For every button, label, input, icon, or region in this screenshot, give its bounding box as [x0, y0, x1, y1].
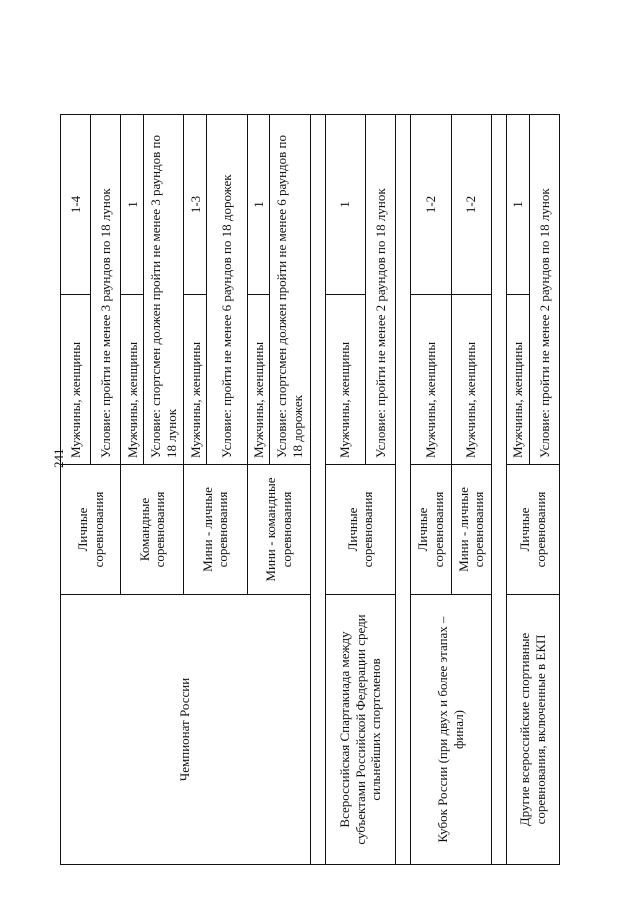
condition-cell: Условие: пройти не менее 2 раундов по 18 лунок	[365, 115, 395, 465]
format-cell: Личные соревнования	[61, 465, 121, 595]
format-cell: Личные соревнования	[411, 465, 451, 595]
places-cell: 1	[121, 115, 144, 295]
gender-cell: Мужчины, женщины	[247, 295, 270, 465]
section-gap	[396, 115, 411, 865]
event-name: Чемпионат России	[61, 595, 311, 865]
gender-cell: Мужчины, женщины	[121, 295, 144, 465]
format-cell: Мини - личные соревнования	[451, 465, 491, 595]
places-cell: 1	[506, 115, 529, 295]
section-gap	[310, 115, 325, 865]
gender-cell: Мужчины, женщины	[325, 295, 365, 465]
places-cell: 1	[325, 115, 365, 295]
ranking-table	[60, 114, 560, 865]
gender-cell: Мужчины, женщины	[184, 295, 207, 465]
places-cell: 1-2	[411, 115, 451, 295]
section-gap	[491, 115, 506, 865]
condition-cell: Условие: пройти не менее 6 раундов по 18 дорожек	[207, 115, 247, 465]
table-row	[506, 115, 529, 865]
table-row	[61, 115, 91, 865]
event-name: Кубок России (при двух и более этапах – финал)	[411, 595, 492, 865]
gender-cell: Мужчины, женщины	[411, 295, 451, 465]
places-cell: 1-4	[61, 115, 91, 295]
format-cell: Личные соревнования	[506, 465, 559, 595]
format-cell: Мини - личные соревнования	[184, 465, 247, 595]
format-cell: Командные соревнования	[121, 465, 184, 595]
condition-cell: Условие: спортсмен должен пройти не менее 3 раундов по 18 лунок	[144, 115, 184, 465]
places-cell: 1-2	[451, 115, 491, 295]
places-cell: 1-3	[184, 115, 207, 295]
gender-cell: Мужчины, женщины	[506, 295, 529, 465]
format-cell: Мини - командные соревнования	[247, 465, 310, 595]
table-row	[411, 115, 451, 865]
page-number: 241	[51, 448, 66, 468]
condition-cell: Условие: пройти не менее 3 раундов по 18 лунок	[91, 115, 121, 465]
table-row	[325, 115, 365, 865]
rotated-table-wrapper	[60, 115, 560, 865]
condition-cell: Условие: пройти не менее 2 раундов по 18 лунок	[529, 115, 559, 465]
gender-cell: Мужчины, женщины	[61, 295, 91, 465]
event-name: Другие всероссийские спортивные соревнования, включенные в ЕКП	[506, 595, 559, 865]
format-cell: Личные соревнования	[325, 465, 396, 595]
gender-cell: Мужчины, женщины	[451, 295, 491, 465]
places-cell: 1	[247, 115, 270, 295]
event-name: Всероссийская Спартакиада между субъектами Российской Федерации среди сильнейших спортсменов	[325, 595, 396, 865]
condition-cell: Условие: спортсмен должен пройти не менее 6 раундов по 18 дорожек	[270, 115, 310, 465]
